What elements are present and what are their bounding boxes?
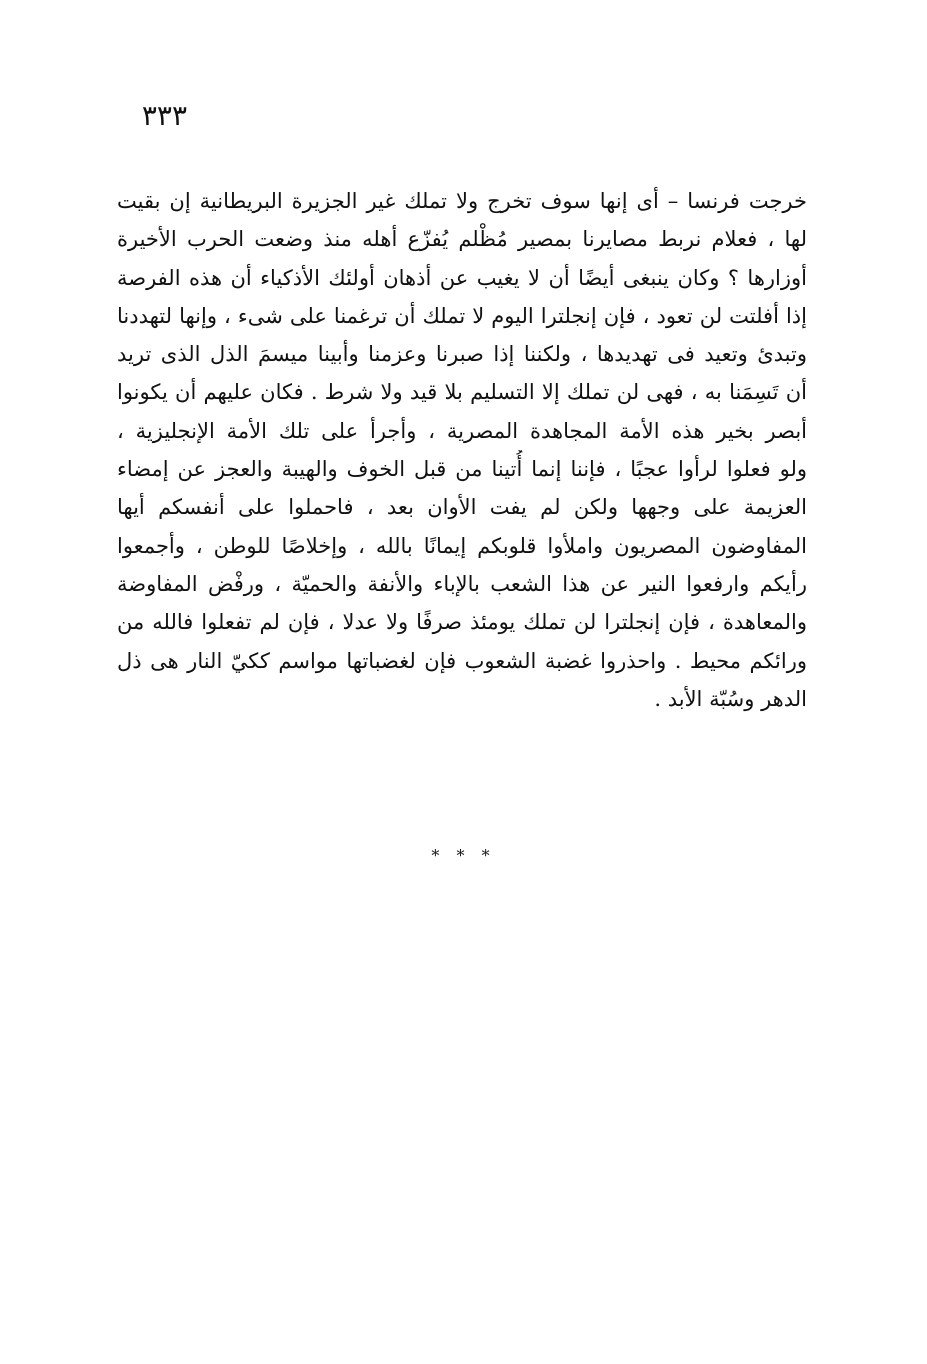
text-line: أوزارها ؟ وكان ينبغى أيضًا أن لا يغيب عن أذهان أولئك الأذكياء أن هذه الفرصة [117,265,807,290]
text-line: ولو فعلوا لرأوا عجبًا ، فإننا إنما أُتينا من قبل الخوف والهيبة والعجز عن إمضاء [117,457,807,482]
text-line: أبصر بخير هذه الأمة المجاهدة المصرية ، وأجرأ على تلك الأمة الإنجليزية ، [117,418,807,443]
text-line: إذا أفلتت لن تعود ، فإن إنجلترا اليوم لا تملك أن ترغمنا على شىء ، وإنها لتهددنا [117,303,807,328]
text-line: الدهر وسُبّة الأبد . [654,686,807,711]
text-line: المفاوضون المصريون واملأوا قلوبكم إيمانًا بالله ، وإخلاصًا للوطن ، وأجمعوا [117,533,807,558]
text-line: والمعاهدة ، فإن إنجلترا لن تملك يومئذ صرفًا ولا عدلا ، فإن لم تفعلوا فالله من [117,610,807,635]
section-separator: * * * [431,846,496,865]
text-line: رأيكم وارفعوا النير عن هذا الشعب بالإباء والأنفة والحميّة ، ورفْض المفاوضة [117,571,807,596]
text-line: لها ، فعلام نربط مصايرنا بمصير مُظْلم يُفزّع أهله منذ وضعت الحرب الأخيرة [117,227,807,252]
text-line: أن تَسِمَنا به ، فهى لن تملك إلا التسليم بلا قيد ولا شرط . فكان عليهم أن يكونوا [117,380,807,405]
text-line: خرجت فرنسا – أى إنها سوف تخرج ولا تملك غير الجزيرة البريطانية إن بقيت [117,189,807,213]
text-line: العزيمة على وجهها ولكن لم يفت الأوان بعد ، فاحملوا على أنفسكم أيها [117,495,807,520]
text-line: ورائكم محيط . واحذروا غضبة الشعوب فإن لغضباتها مواسم ككيّ النار هى ذل [117,648,807,673]
text-line: وتبدئ وتعيد فى تهديدها ، ولكننا إذا صبرنا وعزمنا وأبينا ميسمَ الذل الذى تريد [117,342,807,367]
body-paragraph [117,182,807,718]
page-number: ٣٣٣ [141,99,187,132]
